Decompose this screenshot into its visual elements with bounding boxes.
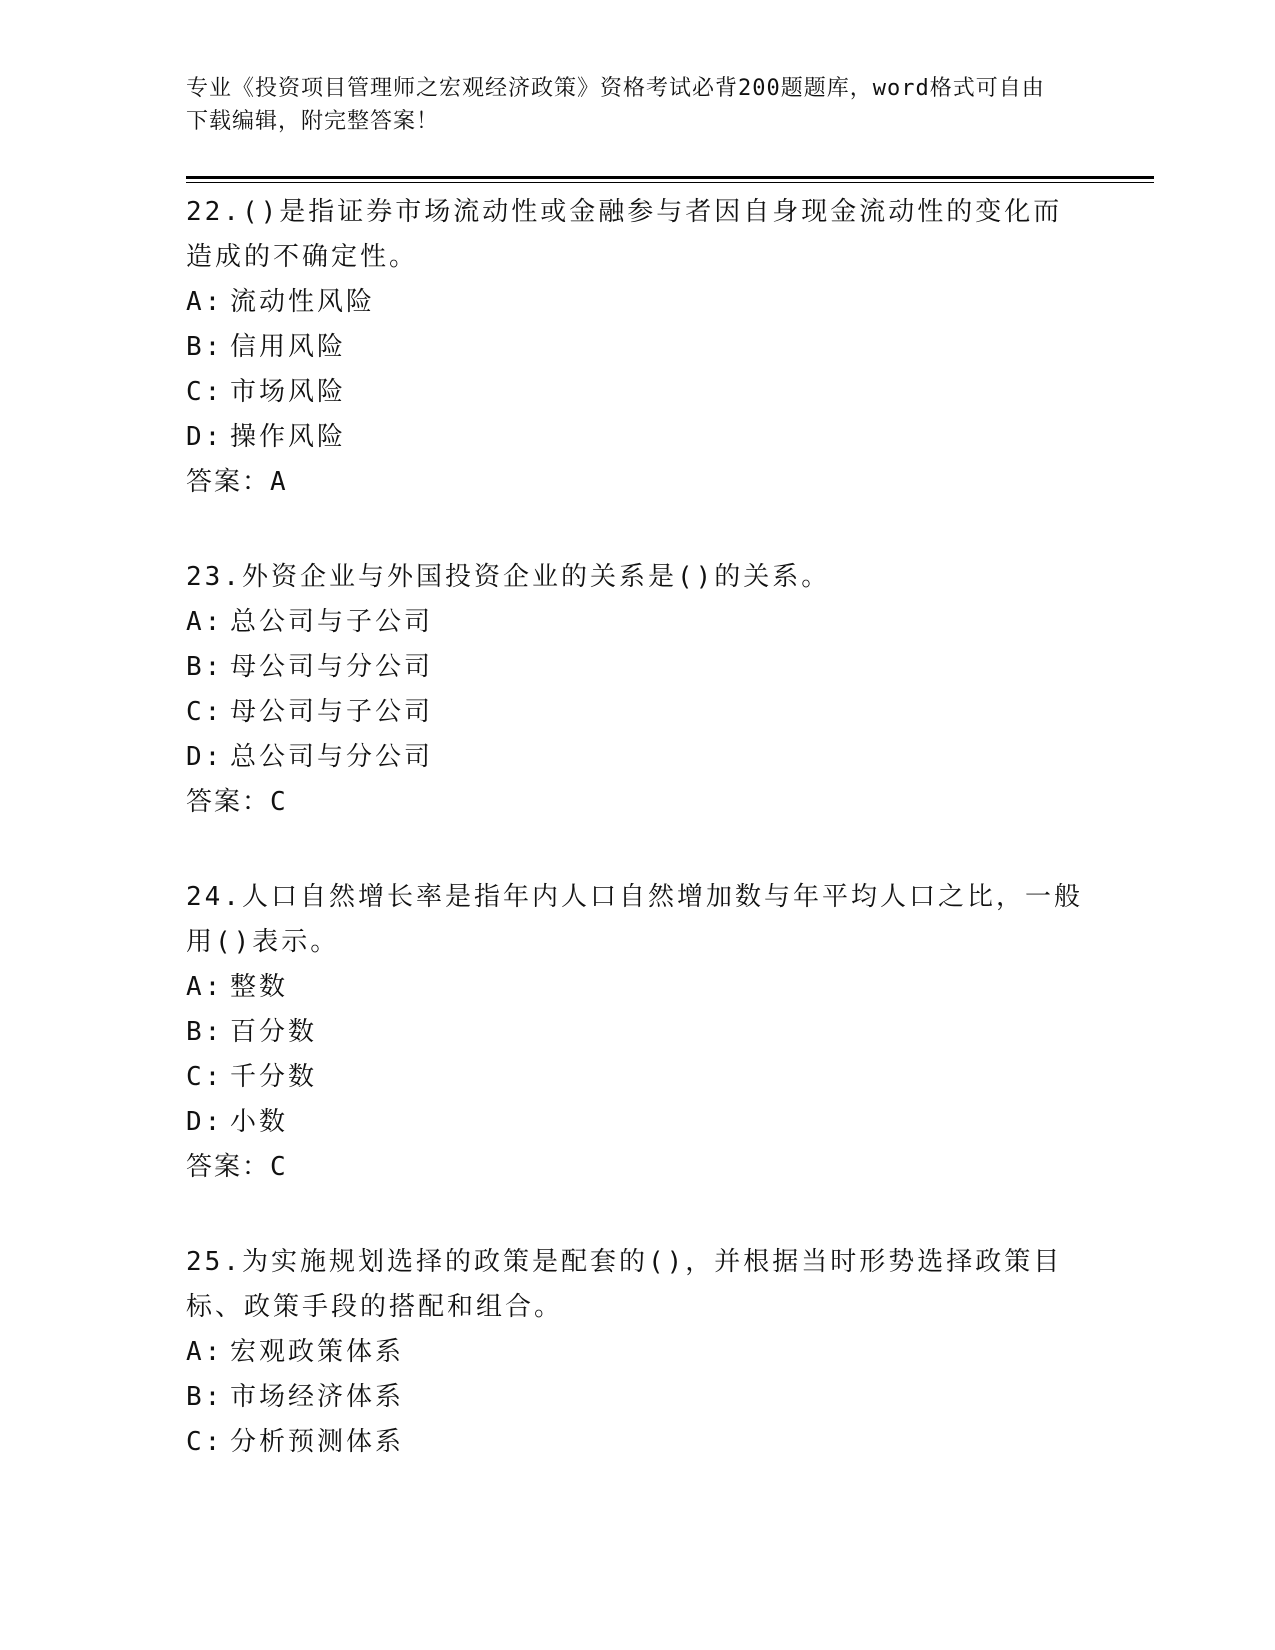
option-a <box>186 600 1086 645</box>
option-text: 百分数 <box>230 1017 318 1047</box>
option-text: 信用风险 <box>230 332 347 362</box>
question-list <box>186 190 1086 1515</box>
option-text: 小数 <box>230 1107 289 1137</box>
option-text: 母公司与分公司 <box>230 652 434 682</box>
option-text: 操作风险 <box>230 422 347 452</box>
option-letter: C: <box>186 1062 224 1092</box>
question-24 <box>186 875 1086 1190</box>
question-stem: 23.外资企业与外国投资企业的关系是()的关系。 <box>186 562 831 592</box>
option-text: 总公司与子公司 <box>230 607 434 637</box>
answer-value: C <box>270 787 288 817</box>
option-letter: B: <box>186 1017 224 1047</box>
option-text: 分析预测体系 <box>230 1427 405 1457</box>
answer-label: 答案： <box>186 467 271 497</box>
option-text: 宏观政策体系 <box>230 1337 405 1367</box>
header-divider-thick <box>186 176 1154 179</box>
question-22 <box>186 190 1086 505</box>
option-b <box>186 325 1086 370</box>
option-a <box>186 1330 1086 1375</box>
document-header: 专业《投资项目管理师之宏观经济政策》资格考试必背200题题库，word格式可自由下载编辑，附完整答案！ <box>186 76 1045 134</box>
question-23 <box>186 555 1086 825</box>
option-text: 千分数 <box>230 1062 318 1092</box>
question-stem: 24.人口自然增长率是指年内人口自然增加数与年平均人口之比，一般用()表示。 <box>186 882 1083 957</box>
option-b <box>186 1375 1086 1420</box>
answer-value: C <box>270 1152 288 1182</box>
option-c <box>186 1055 1086 1100</box>
answer-label: 答案： <box>186 1152 271 1182</box>
option-c <box>186 1420 1086 1465</box>
answer-value: A <box>270 467 288 497</box>
option-text: 市场经济体系 <box>230 1382 405 1412</box>
option-c <box>186 690 1086 735</box>
option-text: 整数 <box>230 972 289 1002</box>
answer-line <box>186 460 1086 505</box>
option-text: 总公司与分公司 <box>230 742 434 772</box>
option-d <box>186 415 1086 460</box>
option-letter: A: <box>186 287 224 317</box>
question-stem: 25.为实施规划选择的政策是配套的()，并根据当时形势选择政策目标、政策手段的搭配和组合。 <box>186 1247 1063 1322</box>
option-letter: C: <box>186 697 224 727</box>
option-a <box>186 965 1086 1010</box>
option-letter: A: <box>186 607 224 637</box>
option-letter: B: <box>186 332 224 362</box>
option-letter: B: <box>186 652 224 682</box>
option-letter: A: <box>186 972 224 1002</box>
answer-label: 答案： <box>186 787 271 817</box>
option-text: 市场风险 <box>230 377 347 407</box>
answer-line <box>186 780 1086 825</box>
option-letter: D: <box>186 1107 224 1137</box>
header-divider-thin <box>186 182 1154 183</box>
option-letter: A: <box>186 1337 224 1367</box>
question-stem: 22.()是指证券市场流动性或金融参与者因自身现金流动性的变化而造成的不确定性。 <box>186 197 1063 272</box>
question-25 <box>186 1240 1086 1465</box>
option-text: 流动性风险 <box>230 287 376 317</box>
option-c <box>186 370 1086 415</box>
option-text: 母公司与子公司 <box>230 697 434 727</box>
option-b <box>186 645 1086 690</box>
option-d <box>186 1100 1086 1145</box>
option-b <box>186 1010 1086 1055</box>
option-letter: B: <box>186 1382 224 1412</box>
answer-line <box>186 1145 1086 1190</box>
option-letter: D: <box>186 422 224 452</box>
option-letter: D: <box>186 742 224 772</box>
option-letter: C: <box>186 1427 224 1457</box>
option-letter: C: <box>186 377 224 407</box>
option-a <box>186 280 1086 325</box>
option-d <box>186 735 1086 780</box>
